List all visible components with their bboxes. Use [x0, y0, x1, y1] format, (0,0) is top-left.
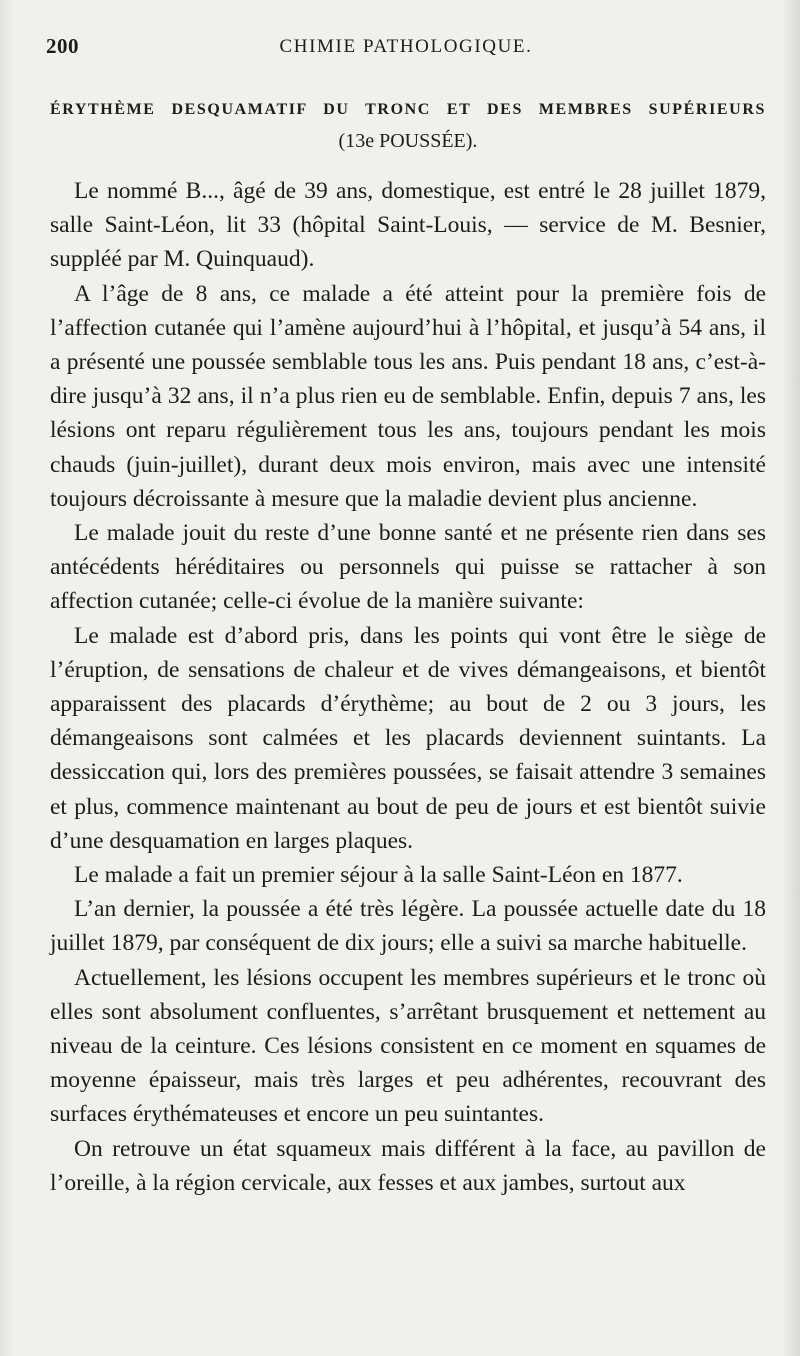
paragraph: L’an dernier, la poussée a été très légère. La poussée actuelle date du 18 juillet 1879, par conséquent de dix jours; elle a suivi sa marche habituelle. [50, 896, 766, 957]
paragraph: Le nommé B..., âgé de 39 ans, domestique, est entré le 28 juillet 1879, salle Saint-Léon, lit 33 (hôpital Saint-Louis, — service de M. Besnier, suppléé par M. Quinquaud). [50, 178, 766, 273]
paragraph: Le malade jouit du reste d’une bonne santé et ne présente rien dans ses antécédents héréditaires ou personnels qui puisse se rattacher à son affection cutanée; celle-ci évolue de la manière suivante: [50, 520, 766, 615]
paragraph: Le malade est d’abord pris, dans les points qui vont être le siège de l’éruption, de sensations de chaleur et de vives démangeaisons, et bientôt apparaissent des placards d’érythème; au bout de 2 ou 3 jours, les démangeaisons sont calmées et les placards deviennent suintants. La dessiccation qui, lors des premières poussées, se faisait attendre 3 semaines et plus, commence maintenant au bout de peu de jours et est bientôt suivie d’une desquamation en larges plaques. [50, 622, 766, 854]
running-title: CHIMIE PATHOLOGIQUE. [279, 36, 533, 57]
paragraph: A l’âge de 8 ans, ce malade a été atteint pour la première fois de l’affection cutanée qui l’amène aujourd’hui à l’hôpital, et jusqu’à 54 ans, il a présenté une poussée semblable tous les ans. Puis pendant 18 ans, c’est-à-dire jusqu’à 32 ans, il n’a plus rien eu de semblable. Enfin, depuis 7 ans, les lésions ont reparu régulièrement tous les ans, toujours pendant les mois chauds (juin-juillet), durant deux mois environ, mais avec une intensité toujours décroissante à mesure que la maladie devient plus ancienne. [50, 280, 766, 512]
paragraph: Actuellement, les lésions occupent les membres supérieurs et le tronc où elles sont absolument confluentes, s’arrêtant brusquement et nettement au niveau de la ceinture. Ces lésions consistent en ce moment en squames de moyenne épaisseur, mais très larges et peu adhérentes, recouvrant des surfaces érythémateuses et encore un peu suintantes. [50, 964, 766, 1128]
page-number: 200 [46, 34, 79, 58]
section-subtitle: (13e POUSSÉE). [338, 130, 478, 152]
running-head [46, 34, 766, 64]
body-text [50, 174, 766, 1200]
paragraph: Le malade a fait un premier séjour à la salle Saint-Léon en 1877. [74, 862, 683, 889]
section-heading [50, 98, 766, 156]
section-title: ÉRYTHÈME DESQUAMATIF DU TRONC ET DES MEMBRES SUPÉRIEURS [50, 101, 766, 118]
paragraph: On retrouve un état squameux mais différent à la face, au pavillon de l’oreille, à la région cervicale, aux fesses et aux jambes, surtout aux [50, 1135, 766, 1196]
